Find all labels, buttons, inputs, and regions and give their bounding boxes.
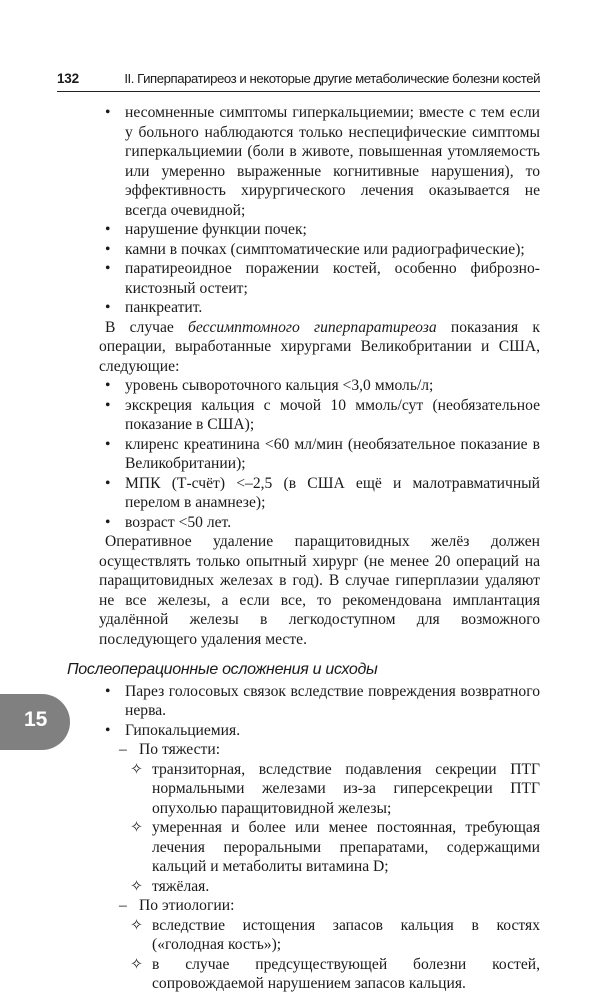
bullet-icon: • bbox=[105, 221, 111, 238]
diamond-icon: ✧ bbox=[130, 760, 144, 778]
list-item-text: экскреция кальция с мочой 10 ммоль/сут (необязательное показание в США); bbox=[125, 396, 540, 433]
bullet-icon: • bbox=[105, 435, 111, 453]
bullet-icon: • bbox=[105, 260, 111, 277]
list-item-text: МПК (Т-счёт) <–2,5 (в США ещё и малотравматичный перелом в анамнезе); bbox=[125, 474, 540, 511]
diamond-icon: ✧ bbox=[130, 916, 144, 934]
sub-list-item bbox=[119, 740, 540, 760]
list-item-text: вследствие истощения запасов кальция в костях («голодная кость»); bbox=[152, 916, 540, 953]
bullet-icon: • bbox=[105, 513, 111, 531]
list-item bbox=[105, 240, 540, 260]
sub-sub-list-item bbox=[132, 877, 540, 897]
paragraph-surgery: Оперативное удаление паращитовидных желёз должен осуществлять только опытный хирург (не менее 20 операций на паращитовидных железах в год). В случае гиперплазии удаляют не все железы, а если все, то рекомендована имплантация удалённой железы в легкодоступном для возможного последующего удаления месте. bbox=[99, 533, 540, 648]
list-item-text: камни в почках (симптоматические или радиографические); bbox=[125, 240, 525, 258]
list-item-text: Парез голосовых связок вследствие повреждения возвратного нерва. bbox=[125, 682, 540, 719]
chapter-tab bbox=[0, 694, 70, 750]
list-item bbox=[105, 721, 540, 741]
dash-icon: – bbox=[119, 897, 127, 914]
section-heading: Послеоперационные осложнения и исходы bbox=[67, 661, 378, 678]
list-item-text: возраст <50 лет. bbox=[125, 513, 232, 531]
list-item bbox=[105, 376, 540, 396]
list-item-text: нарушение функции почек; bbox=[125, 221, 307, 238]
running-header bbox=[57, 69, 540, 92]
bullet-icon: • bbox=[105, 396, 111, 414]
list-item-text: уровень сывороточного кальция <3,0 ммоль/л; bbox=[125, 377, 434, 394]
list-item-text: тяжёлая. bbox=[152, 877, 210, 895]
emphasis-text: бессимптомного гиперпаратиреоза bbox=[188, 318, 437, 336]
list-item bbox=[105, 396, 540, 435]
sub-list-item bbox=[119, 896, 540, 916]
page-body bbox=[67, 103, 540, 994]
list-item-text: в случае предсуществующей болезни костей, сопровождаемой нарушением запасов кальция. bbox=[152, 955, 540, 992]
bullet-icon: • bbox=[105, 299, 111, 316]
list-item-text: несомненные симптомы гиперкальциемии; вместе с тем если у больного наблюдаются только неспецифические симптомы гиперкальциемии (боли в животе, повышенная утомляемость или умеренно выраженные когнитивные нарушения), то эффективность хирургического лечения оказывается не всегда очевидной; bbox=[125, 104, 540, 219]
list-item bbox=[105, 259, 540, 298]
sub-list-label: По этиологии: bbox=[139, 897, 235, 914]
sub-sub-list-item bbox=[132, 916, 540, 955]
list-item-text: панкреатит. bbox=[125, 299, 203, 316]
diamond-icon: ✧ bbox=[130, 877, 144, 895]
sub-sub-list-item bbox=[132, 955, 540, 994]
bullet-icon: • bbox=[105, 721, 111, 739]
list-item bbox=[105, 474, 540, 513]
list-item bbox=[105, 513, 540, 533]
chapter-number: 15 bbox=[24, 708, 48, 731]
paragraph-indications: В случае бессимптомного гиперпаратиреоза показания к операции, выработанные хирургами Великобритании и США, следующие: bbox=[99, 318, 540, 375]
list-item-text: паратиреоидное поражении костей, особенно фиброзно-кистозный остеит; bbox=[125, 260, 540, 297]
sub-sub-list-item bbox=[132, 760, 540, 819]
bullet-icon: • bbox=[105, 474, 111, 492]
list-item bbox=[105, 220, 540, 240]
list-item-text: Гипокальциемия. bbox=[125, 721, 241, 739]
bullet-icon: • bbox=[105, 377, 111, 394]
page-number: 132 bbox=[57, 71, 79, 86]
sub-sub-list-item bbox=[132, 818, 540, 877]
list-item-text: умеренная и более или менее постоянная, требующая лечения пероральными препаратами, содержащими кальций и метаболиты витамина D; bbox=[152, 819, 540, 875]
list-item bbox=[105, 298, 540, 318]
diamond-icon: ✧ bbox=[130, 955, 144, 973]
list-item bbox=[105, 103, 540, 220]
list-item bbox=[105, 435, 540, 474]
bullet-icon: • bbox=[105, 104, 111, 121]
sub-list-label: По тяжести: bbox=[139, 741, 221, 758]
dash-icon: – bbox=[119, 741, 127, 758]
bullet-icon: • bbox=[105, 240, 111, 258]
list-item-text: транзиторная, вследствие подавления секреции ПТГ нормальными железами из-за гиперсекреции ПТГ опухолью паращитовидной железы; bbox=[152, 760, 540, 817]
running-title: II. Гиперпаратиреоз и некоторые другие метаболические болезни костей bbox=[124, 71, 540, 86]
list-item bbox=[105, 682, 540, 721]
list-item-text: клиренс креатинина <60 мл/мин (необязательное показание в Великобритании); bbox=[125, 435, 540, 472]
bullet-icon: • bbox=[105, 682, 111, 700]
diamond-icon: ✧ bbox=[130, 819, 144, 836]
